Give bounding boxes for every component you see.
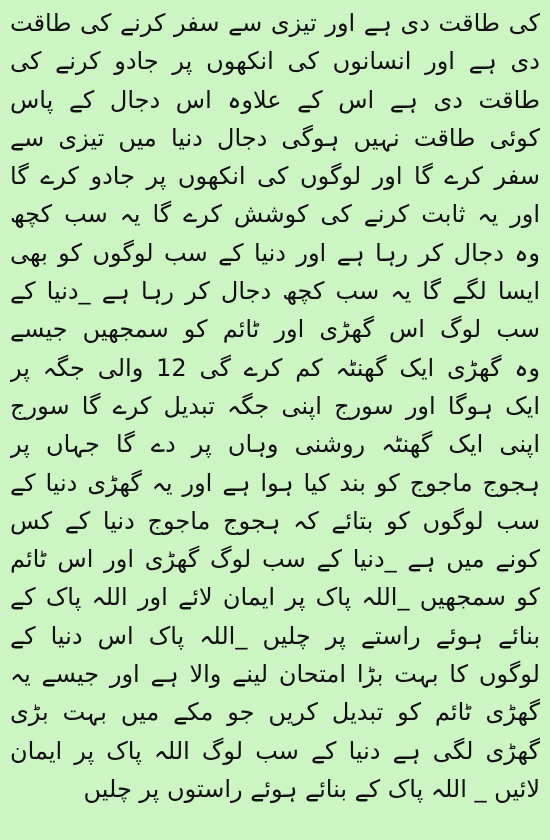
text-line: کوئی طاقت نہیں ہوگی دجال دنیا میں تیزی سے — [10, 123, 540, 152]
text-line: وہ دجال کر رہا ہے اور دنیا کے سب لوگوں کو بھی — [10, 238, 540, 267]
text-line: گھڑی ٹائم کو تبدیل کریں جو مکے میں بہت بڑی — [10, 698, 540, 727]
text-line: اپنی ایک گھنٹہ روشنی وہاں پر دے گا جہاں پر — [10, 430, 540, 459]
text-line: ایک ہوگا اور سورج اپنی جگہ تبدیل کرے گا سورج — [10, 391, 540, 420]
text-line: لوگوں کا بہت بڑا امتحان لینے والا ہے اور جیسے یہ — [10, 660, 540, 689]
text-line: بنائے ہوئے راستے پر چلیں _اللہ پاک اس دنیا کے — [10, 621, 540, 650]
text-line: کونے میں ہے _دنیا کے سب لوگ گھڑی اور اس ٹائم — [10, 545, 540, 574]
text-line: ہجوج ماجوج کو بند کیا ہوا ہے اور یہ گھڑی دنیا کے — [10, 468, 540, 497]
text-line: وہ گھڑی ایک گھنٹہ کم کرے گی 12 والی جگہ پر — [10, 353, 540, 382]
urdu-text-block — [10, 4, 540, 808]
text-line: ایسا لگے گا یہ سب کچھ دجال کر رہا ہے _دنیا کے — [10, 277, 540, 306]
text-line: سب لوگ اس گھڑی اور ٹائم کو سمجھیں جیسے — [10, 315, 540, 344]
text-line: سب لوگوں کو بتائے کہ ہجوج ماجوج دنیا کے کس — [10, 506, 540, 535]
text-line: دی ہے اور انسانوں کی انکھوں پر جادو کرنے کی — [10, 47, 540, 76]
text-line: گھڑی لگی ہے دنیا کے سب لوگ اللہ پاک پر ایمان — [10, 736, 540, 765]
text-line: طاقت دی ہے اس کے علاوہ اس دجال کے پاس — [10, 85, 540, 114]
text-line: لائیں _ اللہ پاک کے بنائے ہوئے راستوں پر چلیں — [83, 774, 540, 803]
text-line: کو سمجھیں _اللہ پاک پر ایمان لائے اور اللہ پاک کے — [10, 583, 540, 612]
text-line: کی طاقت دی ہے اور تیزی سے سفر کرنے کی طاقت — [10, 9, 540, 37]
text-line: سفر کرے گا اور لوگوں کی انکھوں پر جادو کرے گا — [10, 162, 540, 191]
text-line: اور یہ ثابت کرنے کی کوشش کرے گا یہ سب کچھ — [10, 200, 540, 229]
